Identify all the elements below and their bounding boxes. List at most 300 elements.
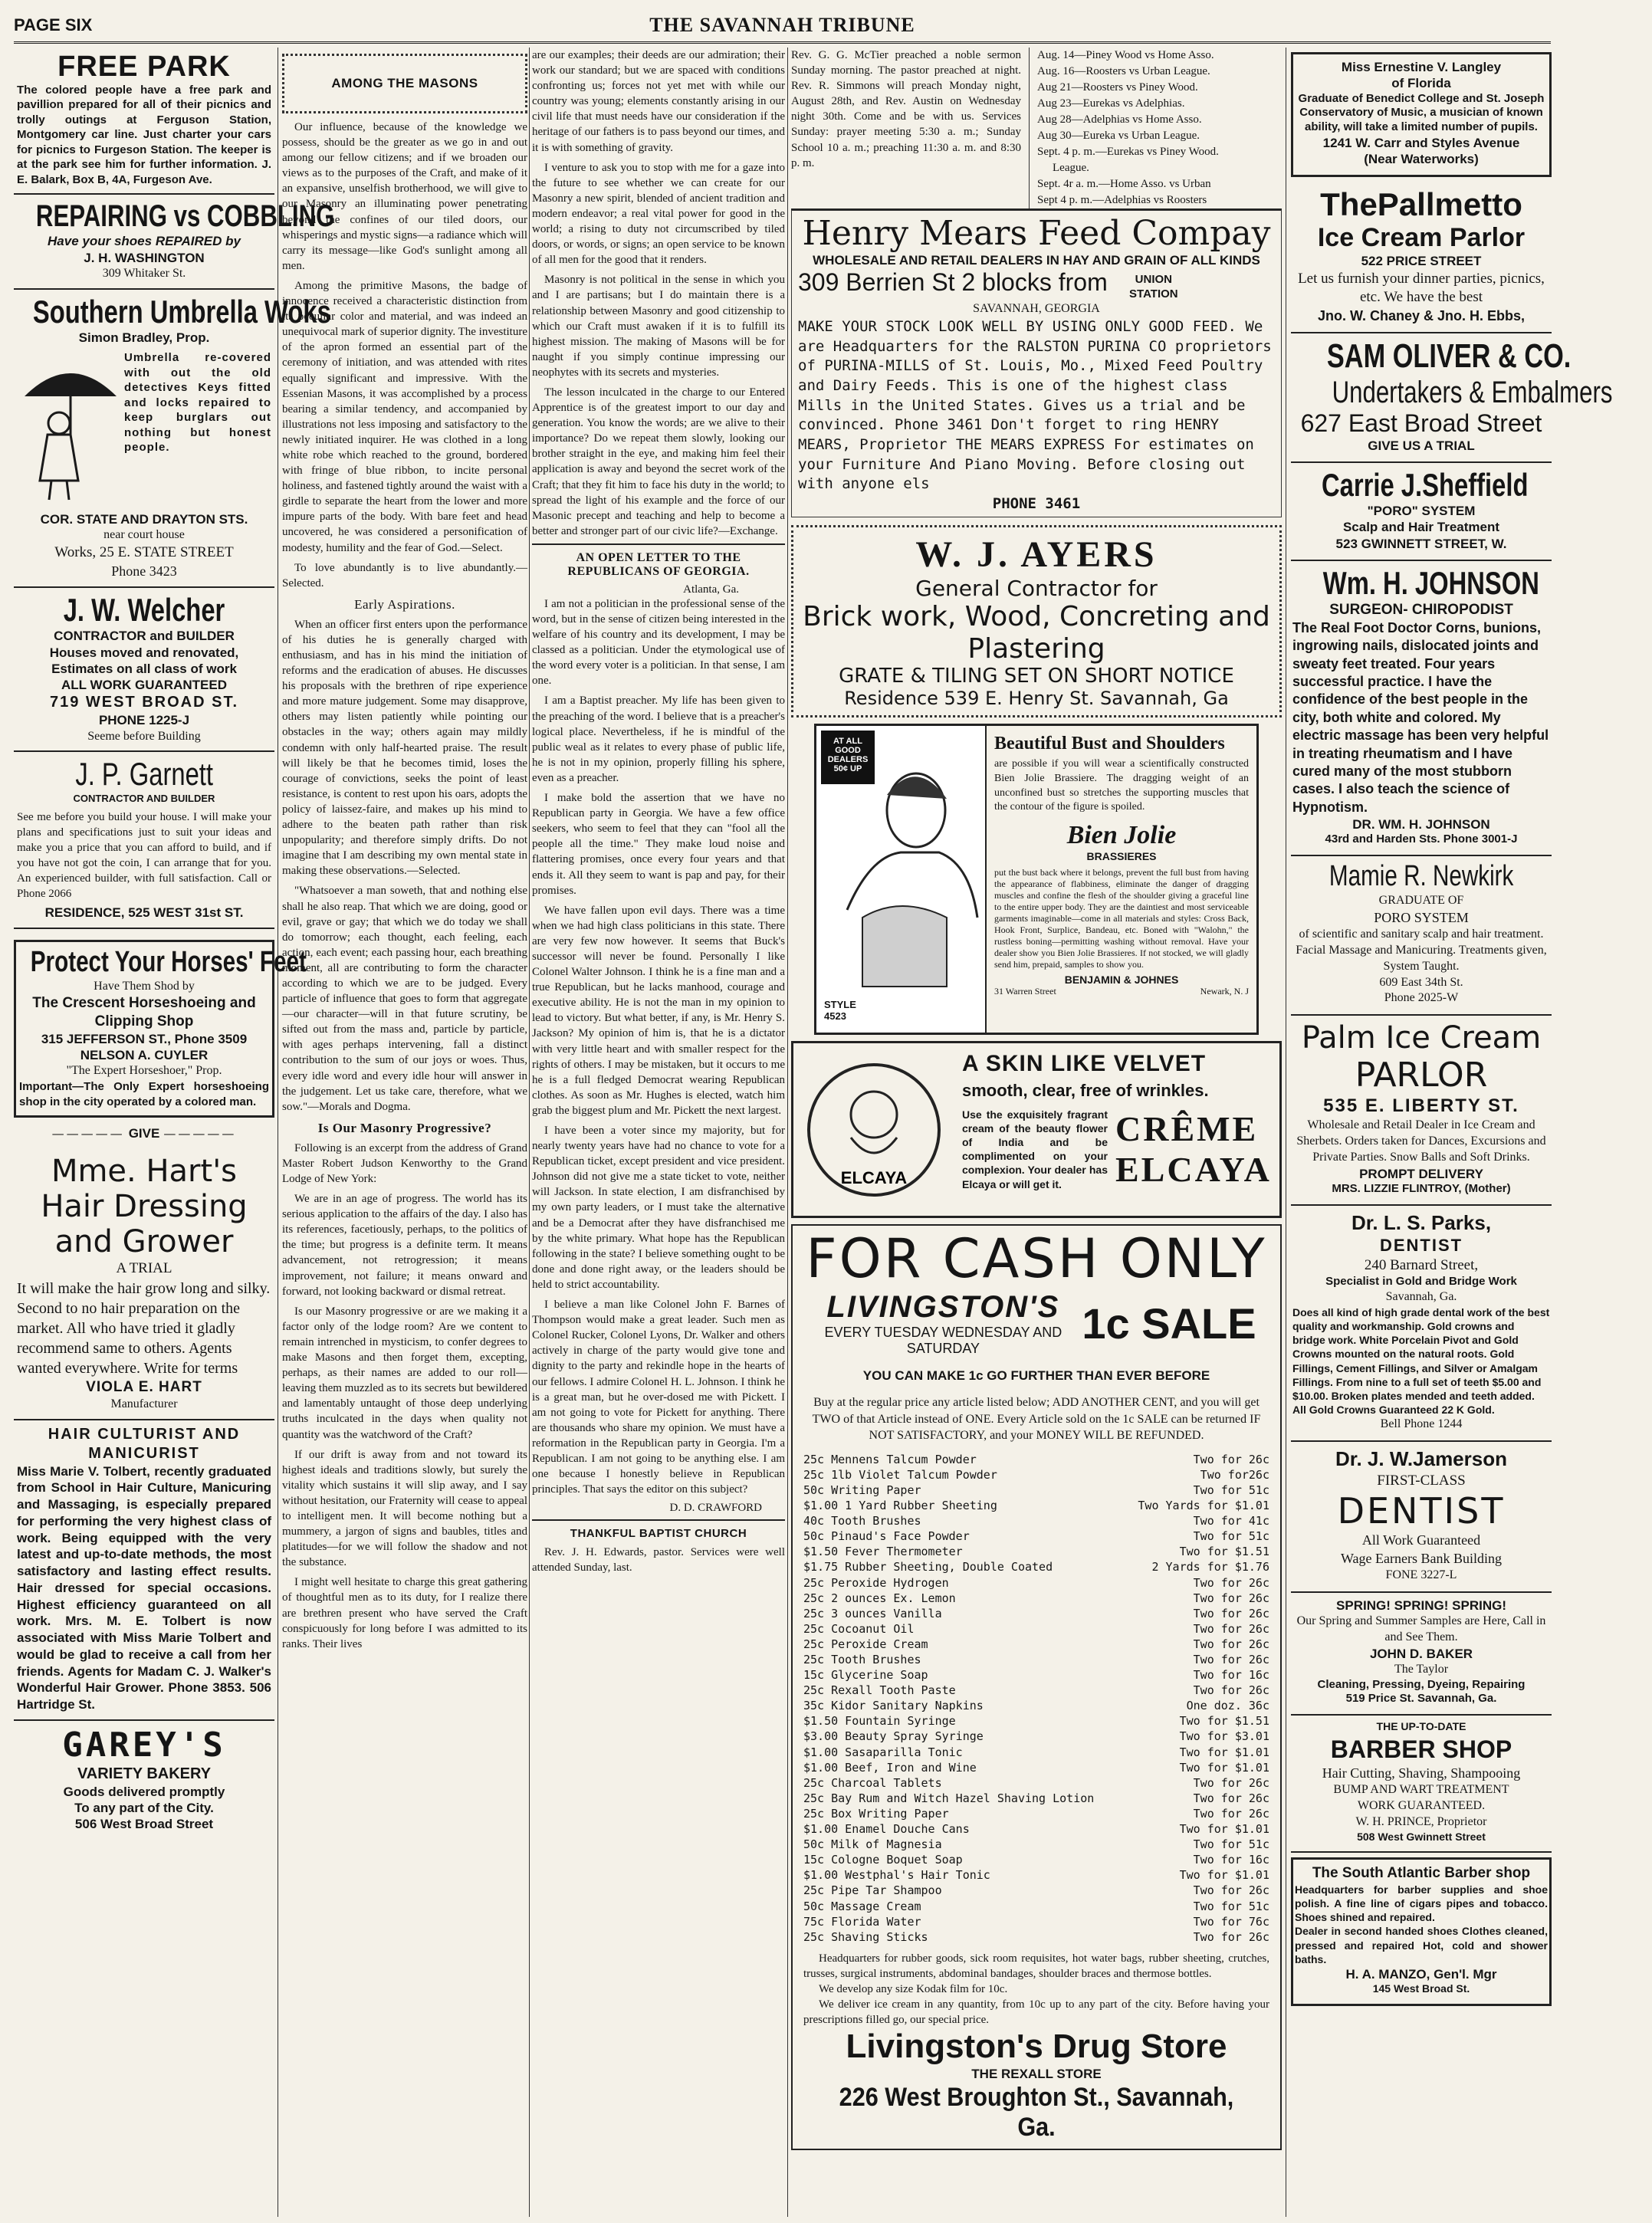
ad-line: GRATE & TILING SET ON SHORT NOTICE xyxy=(839,665,1234,688)
sale-item-row xyxy=(803,1513,1269,1529)
ad-name: MRS. LIZZIE FLINTROY, (Mother) xyxy=(1332,1181,1511,1195)
sale-name: 1c SALE xyxy=(1082,1299,1256,1348)
ad-pre: THE UP-TO-DATE xyxy=(1376,1720,1466,1733)
article-paragraph: I make bold the assertion that we have no Republican party in Georgia. We have a few office seekers, who seem to feel that they can "fool all the people all the time." They make loud noise and flattering promises, once every four years and that ends it. All they seem to want is pap and pay, for their promises. xyxy=(532,792,785,897)
article-paragraph: I am a Baptist preacher. My life has been given to the preaching of the word. I believe that is a preacher's logical place. Nevertheless, if he is mindful of the public weal as it relates to every phase of public life, he is not in my opinion, properly filling his sphere, even as a preacher. xyxy=(532,694,785,784)
welcher-ad xyxy=(14,588,274,752)
sale-item-name: $1.00 Enamel Douche Cans xyxy=(803,1822,970,1837)
ad-line: Residence 539 E. Henry St. Savannah, Ga xyxy=(844,688,1229,710)
masthead xyxy=(14,11,1551,44)
sale-item-price: Two for 26c xyxy=(1193,1929,1269,1944)
ad-title: J. W. Welcher xyxy=(63,592,225,629)
ad-address: 240 Barnard Street, xyxy=(1364,1256,1479,1273)
ad-line: "The Expert Horseshoer," Prop. xyxy=(66,1064,222,1078)
schedule-line: Aug 23—Eurekas vs Adelphias. xyxy=(1037,97,1185,110)
store-name: LIVINGSTON'S xyxy=(826,1290,1060,1325)
sale-item-name: 40c Tooth Brushes xyxy=(803,1514,921,1529)
ad-body: Use the exquisitely fragrant cream of the beauty flower of India and be complimented on your complexion. Your dealer has Elcaya or will get it. xyxy=(962,1108,1108,1190)
sale-footer: We deliver ice cream in any quantity, from 10c up to any part of the city. Before having your prescriptions filled go, our special price. xyxy=(803,1998,1269,2027)
sale-item-price: Two for $1.01 xyxy=(1179,1868,1269,1883)
mears-feed-ad xyxy=(791,210,1282,517)
ad-signature: DR. WM. H. JOHNSON xyxy=(1352,817,1490,832)
article-paragraph: We have fallen upon evil days. There was a time when we had high class politicians in this state. There are very few now however. It seems that Buck's successor will never be found. Personally I like Colonel Walter Johnson. I think he is a fine man and a true Republican, but he lacks manhood, courage and executive ability. He is not the man in my opinion to lead to victory. But what better, if any, is Mr. Henry S. Jackson? My opinion of him is, that he is a dictator with very little heart and with smaller respect for the rights of others. I may be mistaken, but it occurs to me he is a full fledged Democrat wearing Republican clothes. As soon as Mr. Hughes is elected, watch him grab the biggest plum and Mr. Pickett the next largest. xyxy=(532,904,785,1117)
ad-line: 719 WEST BROAD ST. xyxy=(49,694,239,711)
ad-big: DENTIST xyxy=(1337,1490,1506,1532)
ad-title: FREE PARK xyxy=(57,51,231,83)
ad-title: FOR CASH ONLY xyxy=(806,1227,1267,1291)
ad-title: Ice Cream Parlor xyxy=(1317,223,1526,253)
ad-name: J. H. WASHINGTON xyxy=(84,250,205,265)
ayers-ad xyxy=(791,525,1282,717)
sale-item-row xyxy=(803,1559,1269,1574)
ad-phone: PHONE 3461 xyxy=(992,494,1081,512)
ad-near: near court house xyxy=(103,528,185,542)
ad-title: Miss Ernestine V. Langley xyxy=(1341,60,1502,74)
ad-line: "PORO" SYSTEM xyxy=(1367,504,1476,519)
sale-item-row xyxy=(803,1637,1269,1652)
ad-title: Carrie J.Sheffield xyxy=(1322,467,1529,504)
sale-item-price: Two for 16c xyxy=(1193,1668,1269,1683)
livingston-sale-ad xyxy=(791,1224,1282,2149)
ad-line: Cleaning, Pressing, Dyeing, Repairing xyxy=(1317,1677,1526,1691)
ad-line: To any part of the City. xyxy=(74,1801,214,1816)
sale-item-price: Two for 26c xyxy=(1193,1575,1269,1590)
ad-line: VARIETY BAKERY xyxy=(77,1765,212,1782)
ad-line: GRADUATE OF xyxy=(1378,893,1464,907)
sale-item-row xyxy=(803,1883,1269,1898)
ad-sub: CONTRACTOR AND BUILDER xyxy=(73,792,215,804)
sale-item-name: 25c Rexall Tooth Paste xyxy=(803,1683,956,1698)
ad-line: The Taylor xyxy=(1394,1662,1449,1676)
article-paragraph: To love abundantly is to live abundantly.—Selected. xyxy=(282,561,527,589)
company: BENJAMIN & JOHNES xyxy=(1064,974,1179,987)
langley-ad xyxy=(1291,52,1552,177)
ad-title: The South Atlantic Barber shop xyxy=(1312,1865,1531,1882)
schedule-line: Sept. 4 p. m.—Eurekas vs Piney Wood. xyxy=(1037,146,1219,158)
ad-city: SAVANNAH, GEORGIA xyxy=(973,302,1100,316)
schedule-line: Aug 21—Roosters vs Piney Wood. xyxy=(1037,81,1198,94)
ad-line: 315 JEFFERSON ST., Phone 3509 xyxy=(41,1031,248,1046)
ad-body: Does all kind of high grade dental work of the best quality and workmanship. Gold crowns and bridge work. White Porcelain Pivot and Gold Crowns mounted on the natural roots. Gold Fillings, Cement Fillings, and Silver or Amalgam Fillings. From nine to a full set of teeth $5.00 and $10.00. Broken plates mended and teeth added. All Gold Crowns Guaranteed 22 K Gold. xyxy=(1292,1305,1550,1417)
sale-item-row xyxy=(803,1729,1269,1744)
ad-body: Let us furnish your dinner parties, picnics, etc. We have the best xyxy=(1298,270,1545,306)
sale-item-name: 25c Shaving Sticks xyxy=(803,1929,928,1944)
ad-tagline: GIVE US A TRIAL xyxy=(1368,438,1475,453)
garnett-ad xyxy=(14,752,274,928)
sale-item-name: $1.50 Fountain Syringe xyxy=(803,1714,956,1729)
ad-title: BARBER SHOP xyxy=(1330,1735,1512,1763)
page-number: PAGE SIX xyxy=(14,15,93,34)
ad-title: Palm Ice Cream xyxy=(1301,1020,1542,1056)
ad-body: MAKE YOUR STOCK LOOK WELL BY USING ONLY GOOD FEED. We are Headquarters for the RALSTON PURINA CO proprietors of PURINA-MILLS of St. Louis, Mo., Mixed Feed Poultry and Dairy Feeds. This is one of the highest class Mills in the United States. Gives us a trial and be convinced. Phone 3461 Don't forget to ring HENRY MEARS, Proprietor THE MEARS EXPRESS For estimates on your Furniture And Piano Moving. Before closing out with anyone els xyxy=(798,318,1272,493)
ad-title: Southern Umbrella Woks xyxy=(32,293,331,330)
sale-item-name: 25c Tooth Brushes xyxy=(803,1653,921,1667)
sale-item-name: $1.00 Sasaparilla Tonic xyxy=(803,1745,963,1759)
schedule-line: League. xyxy=(1053,162,1089,174)
column-5 xyxy=(1291,48,1613,2217)
column-1 xyxy=(14,48,335,2217)
bien-jolie-ad xyxy=(814,724,1259,1035)
sale-item-price: Two for 26c xyxy=(1193,1883,1269,1898)
ad-line: ALL WORK GUARANTEED xyxy=(61,678,227,693)
ad-line: Dealer in second handed shoes Clothes cleaned, pressed and repaired Hot, cold and shower baths. xyxy=(1295,1925,1548,1965)
sale-item-name: 50c Milk of Magnesia xyxy=(803,1837,942,1852)
ad-body: The Real Foot Doctor Corns, bunions, ingrowing nails, dislocated joints and sweaty feet treated. Four years successful practice. I have the confidence of the best people in the city, both white and colored. My electric massage has been very helpful in treating rheumatism and I have cured many of the most stubborn cases. I also teach the science of Hypnotism. xyxy=(1292,619,1549,815)
sale-item-row xyxy=(803,1652,1269,1667)
ad-title: Dr. J. W.Jamerson xyxy=(1335,1447,1507,1471)
ad-title: Undertakers & Embalmers xyxy=(1332,375,1613,409)
ad-title: Mamie R. Newkirk xyxy=(1328,860,1514,893)
ad-line: 145 West Broad St. xyxy=(1372,1982,1470,1995)
sale-item-row xyxy=(803,1745,1269,1760)
brand-sub: BRASSIERES xyxy=(1086,850,1157,863)
ad-line: Estimates on all class of work xyxy=(51,661,237,676)
parks-ad xyxy=(1291,1206,1552,1443)
article-title: AMONG THE MASONS xyxy=(331,76,478,90)
ad-residence: RESIDENCE, 525 WEST 31st ST. xyxy=(44,905,244,921)
sale-item-name: 25c Peroxide Hydrogen xyxy=(803,1575,949,1590)
ad-address: 43rd and Harden Sts. Phone 3001-J xyxy=(1325,832,1518,846)
ad-line: Brick work, Wood, Concreting and Plastering xyxy=(803,601,1270,665)
palm-ad xyxy=(1291,1016,1552,1205)
newkirk-ad xyxy=(1291,856,1552,1016)
signature: D. D. CRAWFORD xyxy=(669,1502,762,1515)
sale-item-name: 15c Glycerine Soap xyxy=(803,1668,928,1683)
ad-sub: smooth, clear, free of wrinkles. xyxy=(962,1081,1209,1101)
ad-line: Scalp and Hair Treatment xyxy=(1342,520,1500,535)
ad-line: All Work Guaranteed xyxy=(1361,1532,1481,1548)
ad-title: Wm. H. JOHNSON xyxy=(1322,564,1539,601)
sale-item-price: Two for $3.01 xyxy=(1179,1729,1269,1744)
sale-footer: Headquarters for rubber goods, sick room requisites, hot water bags, rubber sheeting, crutches, trusses, surgical instruments, abdominal bandages, shoulder braces and thermose bottles. xyxy=(803,1952,1269,1980)
article-paragraph: Our influence, because of the knowledge we possess, should be the greater as we go in and out among our fellow citizens; and if we broaden our views as to the purposes of the Craft, and make of it an expansive, unselfish brotherhood, we will give to our Masonry an illuminating power penetrating beyond the confines of our tiled doors, our whisperings and mystic signs—a radiance which will carry its message—like God's sunlight among all men. xyxy=(282,121,527,272)
give-label: GIVE xyxy=(128,1126,160,1141)
sale-item-name: 25c 3 ounces Vanilla xyxy=(803,1606,942,1620)
ad-sub: DENTIST xyxy=(1379,1236,1463,1256)
ad-line: BUMP AND WART TREATMENT xyxy=(1333,1783,1509,1797)
sale-item-row xyxy=(803,1867,1269,1883)
sale-item-row xyxy=(803,1498,1269,1513)
sale-item-row xyxy=(803,1544,1269,1559)
sale-item-name: 25c Mennens Talcum Powder xyxy=(803,1452,977,1466)
sale-item-price: Two for 26c xyxy=(1193,1806,1269,1821)
ad-line: 506 West Broad Street xyxy=(74,1817,214,1832)
article-paragraph: "Whatsoever a man soweth, that and nothing else shall he also reap. That which we are doing, good or evil, grave or gay; that which we do today we shall do tomorrow; each thought, each feeling, each action, each event; each passing hour, each breathing moment, all are contributing to form the character according to which we are to be judged. Every particle of influence that goes to form that aggregate—our character—will in that future scrutiny, be sifted out from the mass and, particle by particle, with ages perhaps intervening, fall a distinct contribution to the sum of our joys or woes. Thus, every idle word and every idle hour will answer in the judgement. Let us take care, therefore, what we sow."—Morals and Dogma. xyxy=(282,885,527,1113)
sale-tagline: YOU CAN MAKE 1c GO FURTHER THAN EVER BEFORE xyxy=(862,1368,1210,1384)
ad-line: W. H. PRINCE, Proprietor xyxy=(1355,1814,1487,1828)
barber-ad xyxy=(1291,1716,1552,1853)
ad-address: 522 PRICE STREET xyxy=(1361,254,1482,269)
ad-title: Mme. Hart's Hair Dressing and Grower xyxy=(41,1154,248,1260)
sale-item-row xyxy=(803,1914,1269,1929)
ad-body: Wholesale and Retail Dealer in Ice Cream and Sherbets. Orders taken for Dances, Excursions and Private Parties. Snow Balls and Soft Drinks. xyxy=(1296,1118,1546,1164)
sale-item-name: 25c Charcoal Tablets xyxy=(803,1775,942,1790)
ad-body: It will make the hair grow long and silky. Second to no hair preparation on the market. All who have tried it gladly recommend same to others. Agents wanted everywhere. Write for terms xyxy=(17,1280,271,1377)
ad-works: Works, 25 E. STATE STREET xyxy=(54,544,234,561)
product-brand: ELCAYA xyxy=(1115,1150,1272,1190)
sale-item-price: Two for 51c xyxy=(1193,1899,1269,1913)
seal-text: ELCAYA xyxy=(840,1167,908,1187)
ad-body: Headquarters for barber supplies and shoe polish. A fine line of cigars pipes and tobacco. Shoes shined and repaired. xyxy=(1295,1883,1548,1924)
sale-item-row xyxy=(803,1775,1269,1791)
ad-address: 535 E. LIBERTY ST. xyxy=(1323,1095,1519,1117)
sale-item-price: Two for $1.51 xyxy=(1179,1545,1269,1559)
ad-sub: General Contractor for xyxy=(915,576,1158,602)
ad-sub: WHOLESALE AND RETAIL DEALERS IN HAY AND GRAIN OF ALL KINDS xyxy=(813,253,1260,268)
ad-title: HAIR CULTURIST AND MANICURIST xyxy=(48,1425,241,1462)
article-paragraph: I am not a politician in the professional sense of the word, but in the sense of citizen being interested in the welfare of his country and its development, I may be classed as a politician. Under the etymological use of the word every voter is a politician. In that sense, I am one. xyxy=(532,597,785,688)
oliver-ad xyxy=(1291,333,1613,463)
ad-line: The Crescent Horseshoeing and Clipping Shop xyxy=(32,995,256,1030)
ad-line: Savannah, Ga. xyxy=(1385,1289,1457,1303)
ad-line: Hair Cutting, Shaving, Shampooing xyxy=(1322,1765,1521,1781)
ad-title: GAREY'S xyxy=(62,1725,226,1765)
sale-item-price: Two for 26c xyxy=(1193,1683,1269,1698)
jamerson-ad xyxy=(1291,1442,1552,1593)
ad-title: SAM OLIVER & CO. xyxy=(1326,337,1572,376)
ad-line: of scientific and sanitary scalp and hair treatment. Facial Massage and Manicuring. Treatments given, System Taught. xyxy=(1296,928,1547,973)
ad-line: of Florida xyxy=(1391,76,1451,91)
sale-rules: Buy at the regular price any article listed below; ADD ANOTHER CENT, and you will get TWO of that Article instead of ONE. Every Article sold on the 1c SALE can be returned IF NOT SATISFACTORY, and your MONEY WILL BE REFUNDED. xyxy=(812,1396,1261,1443)
ad-body: The colored people have a free park and pavillion prepared for all of their picnics and trolly outings at Ferguson Station, Montgomery car line. Just charter your cars for picnics to Furgeson Station. The keeper is at the park see him for further information. J. E. Balark, Box B, 4A, Furgeson Ave. xyxy=(17,83,271,186)
sale-item-row xyxy=(803,1929,1269,1945)
price-badge: AT ALL GOOD DEALERS 50¢ UP xyxy=(821,731,875,784)
cobbling-ad xyxy=(14,195,335,289)
sale-item-name: 25c Bay Rum and Witch Hazel Shaving Lotion xyxy=(803,1791,1095,1805)
ad-line: Houses moved and renovated, xyxy=(49,645,239,660)
ad-title: Protect Your Horses' Feet xyxy=(30,945,307,978)
sale-item-row xyxy=(803,1452,1269,1467)
sale-item-row xyxy=(803,1899,1269,1914)
baker-ad xyxy=(1291,1593,1552,1716)
sale-item-price: Two for 41c xyxy=(1193,1514,1269,1529)
article-paragraph: Among the primitive Masons, the badge of innocence received a characteristic distinction from its peculiar color and material, and was indeed an unequivocal mark of superior dignity. The investiture of the apron formed an essential part of the ceremony of initiation, and was attended with rites equally significant and impressive. With the Essenian Masons, it was accomplished by a process bearing a similar tendency, and accompanied by illustrations not less imposing and satisfactory to the newly initiated inquirer. He was clothed in a long white robe which reached to the ground, bordered with fringe of blue ribbon, to incite personal holiness, and fastened tightly around the waist with a girdle to separate the heart from the lower and more impure parts of the body. With bare feet and head uncovered, he was considered a personification of modesty, humility and the fear of God.—Select. xyxy=(282,279,527,554)
church-notice: Rev. G. G. McTier preached a noble sermon Sunday morning. The pastor preached at night. Rev. R. Simmons will preach Monday night, August 28th, and Rev. Austin on Wednesday night 30th. Come and be with us. Services Sunday: prayer meeting 5:30 a. m.; Sunday School 10 a. m.; preaching 11:30 a. m. and 8:30 p. m. xyxy=(791,48,1030,209)
baseball-schedule xyxy=(1030,48,1219,209)
ad-line: FONE 3227-L xyxy=(1385,1568,1457,1582)
ad-line: 523 GWINNETT STREET, W. xyxy=(1335,536,1507,551)
sale-item-row xyxy=(803,1529,1269,1544)
drugstore-address: 226 West Broughton St., Savannah, Ga. xyxy=(839,2082,1234,2142)
sale-item-name: $1.00 Beef, Iron and Wine xyxy=(803,1760,977,1775)
sale-item-row xyxy=(803,1821,1269,1837)
ad-trial: A TRIAL xyxy=(116,1260,172,1277)
johnson-ad xyxy=(1291,561,1552,856)
ad-role: Manufacturer xyxy=(110,1397,178,1410)
sale-item-name: 25c Peroxide Cream xyxy=(803,1637,928,1651)
ad-line: Goods delivered promptly xyxy=(63,1784,225,1799)
ad-line: Have your shoes REPAIRED by xyxy=(48,234,241,249)
sale-item-row xyxy=(803,1852,1269,1867)
ad-names: Jno. W. Chaney & Jno. H. Ebbs, xyxy=(1317,307,1526,323)
ad-line: Have Them Shod by xyxy=(94,979,195,993)
masons-header xyxy=(282,54,527,113)
sale-item-price: Two for 26c xyxy=(1193,1591,1269,1605)
sale-item-name: 25c Box Writing Paper xyxy=(803,1806,949,1821)
sale-item-price: 2 Yards for $1.76 xyxy=(1151,1560,1269,1574)
sale-item-name: 50c Pinaud's Face Powder xyxy=(803,1529,970,1544)
sale-item-name: 25c Cocoanut Oil xyxy=(803,1621,915,1636)
ad-line: Phone 2025-W xyxy=(1384,991,1459,1005)
ad-address: 627 East Broad Street xyxy=(1300,409,1542,437)
garey-ad xyxy=(14,1721,274,1839)
drugstore-name: Livingston's Drug Store xyxy=(846,2028,1227,2066)
sale-item-price: Two for 16c xyxy=(1193,1853,1269,1867)
sale-item-price: Two for 26c xyxy=(1193,1791,1269,1805)
article-paragraph: Masonry is not political in the sense in which you and I are partisans; but I do maintain there is a relationship between Masonry and good citizenship to which our Craft must awaken if it is to fulfill its highest mission. The making of Masons will be for naught if you simply continue impressing our neophytes with its secrets and mysteries. xyxy=(532,274,785,379)
sale-item-name: 35c Kidor Sanitary Napkins xyxy=(803,1699,984,1713)
ad-line: 508 West Gwinnett Street xyxy=(1357,1830,1486,1843)
article-paragraph: We are in an age of progress. The world has its serious application to the affairs of the day. I also has its references, facetiously, perhaps, to the politics of the time; but progress is a definite term. It means advancement, not retrogression; it means improvement, not failure; it means onward and forward, not looking backward or dismal retreat. xyxy=(282,1193,527,1298)
brassiere-illustration xyxy=(816,726,987,1033)
sale-item-row xyxy=(803,1837,1269,1852)
ad-line: H. A. MANZO, Gen'l. Mgr xyxy=(1345,1966,1497,1982)
schedule-line: Sept. 4r a. m.—Home Asso. vs Urban xyxy=(1037,178,1211,190)
column-4 xyxy=(791,48,1282,2217)
sale-item-row xyxy=(803,1606,1269,1621)
sale-item-price: Two for $1.51 xyxy=(1179,1714,1269,1729)
ad-title: J. P. Garnett xyxy=(75,756,213,793)
sale-item-name: 25c 1lb Violet Talcum Powder xyxy=(803,1467,997,1482)
ad-line: PORO SYSTEM xyxy=(1374,909,1469,925)
sale-items-table xyxy=(803,1452,1269,1945)
brand-logo: Bien Jolie xyxy=(1066,821,1177,850)
sale-item-price: Two for26c xyxy=(1200,1467,1269,1482)
elcaya-seal xyxy=(793,1043,954,1216)
ad-title: W. J. AYERS xyxy=(915,534,1158,576)
article-paragraph: Following is an excerpt from the address of Grand Master Robert Judson Kenworthy to the Grand Lodge of New York: xyxy=(282,1141,527,1185)
style-number: STYLE 4523 xyxy=(824,999,856,1023)
schedule-line: Aug. 14—Piney Wood vs Home Asso. xyxy=(1037,49,1214,61)
ad-line: (Near Waterworks) xyxy=(1364,152,1479,166)
ad-name: VIOLA E. HART xyxy=(86,1379,202,1396)
sale-item-name: $1.50 Fever Thermometer xyxy=(803,1545,963,1559)
sale-item-price: Two for 26c xyxy=(1193,1775,1269,1790)
sale-item-row xyxy=(803,1791,1269,1806)
ad-address: 309 Whitaker St. xyxy=(102,266,186,280)
ad-body: Umbrella re-covered with out the old detectives Keys fitted and locks repaired to keep burglars out nothing but honest people. xyxy=(124,351,271,455)
ad-title: SPRING! SPRING! SPRING! xyxy=(1336,1597,1506,1613)
sale-item-name: $1.00 Westphal's Hair Tonic xyxy=(803,1868,990,1883)
schedule-line: Sept 4 p. m.—Adelphias vs Roosters xyxy=(1037,194,1207,206)
product-name: CRÊME xyxy=(1115,1109,1259,1149)
ad-line: 1241 W. Carr and Styles Avenue xyxy=(1322,135,1520,150)
article-paragraph: The lesson inculcated in the charge to our Entered Apprentice is of the greatest import to our day and generation. You know the words; are we alive to their importance? Do we repeat them slowly, looking our brother straight in the eye, and making him feel their application is away and beyond the secret work of the Craft; that they fit him to face his duty in the world; to spread the light of his example and the force of our Masonic precept and teaching and help to become a better and stronger part of our civic life?—Exchange. xyxy=(532,386,785,537)
sale-item-price: Two for 51c xyxy=(1193,1483,1269,1497)
ad-title: Beautiful Bust and Shoulders xyxy=(994,734,1225,754)
article-paragraph: When an officer first enters upon the performance of his duties he is generally charged with enthusiasm, and has in his mind the initiation of reforms and the eradication of abuses. He discusses his proposals with the brethren of ripe experience and more mature judgement. Some may disapprove, others may listen patiently while pointing our obstacles in the way; others again may mildly condemn with only half-hearted praise. The result will likely be that he becomes timid, loses the courage of convictions, seeks the point of least resistance, is content to rest upon his oars, adopts the policy of laissez-faire, and makes up his mind to adhere to the beaten path rather than risk unpopularity; and therefore simply drifts. Do not imagine that I am describing my own mental state in making these observations.—Selected. xyxy=(282,618,527,878)
ad-line: CONTRACTOR and BUILDER xyxy=(54,629,235,644)
ad-line: Wage Earners Bank Building xyxy=(1341,1550,1502,1566)
sale-item-row xyxy=(803,1575,1269,1591)
sale-item-name: $1.75 Rubber Sheeting, Double Coated xyxy=(803,1560,1053,1574)
sale-item-price: One doz. 36c xyxy=(1186,1699,1269,1713)
ad-phone: Bell Phone 1244 xyxy=(1380,1417,1463,1431)
sale-item-price: Two for $1.01 xyxy=(1179,1745,1269,1759)
sale-item-row xyxy=(803,1667,1269,1683)
ad-prop: Simon Bradley, Prop. xyxy=(78,330,210,345)
sale-item-row xyxy=(803,1713,1269,1729)
sale-item-row xyxy=(803,1467,1269,1483)
sale-item-price: Two for 26c xyxy=(1193,1637,1269,1651)
column-2 xyxy=(282,48,527,2217)
company-city: Newark, N. J xyxy=(1200,986,1249,997)
sale-item-name: $1.00 1 Yard Rubber Sheeting xyxy=(803,1499,997,1513)
ad-title: A SKIN LIKE VELVET xyxy=(962,1051,1207,1077)
tolbert-ad xyxy=(14,1420,274,1721)
article-paragraph: I might well hesitate to charge this great gathering of thoughtful men as to its duty, for I realize there are brethren present who have served the Craft conspicuously for long before I was admitted to its ranks. Their lives xyxy=(282,1576,527,1650)
drugstore-sub: THE REXALL STORE xyxy=(971,2067,1102,2082)
ad-title: PARLOR xyxy=(1355,1056,1488,1095)
hart-ad xyxy=(14,1149,274,1420)
sale-item-row xyxy=(803,1621,1269,1637)
article-title: Is Our Masonry Progressive? xyxy=(317,1120,492,1135)
article-paragraph: If our drift is away from and not toward its highest ideals and traditions slowly, but surely the vitality which sustains it will slip away, and I say without hesitation, our Fraternity will cease to appeal to intelligent men. It will become nothing but a mummery, a jargon of signs and baubles, titles and platitudes—for we will follow the shadow and not the substance. xyxy=(282,1448,527,1569)
umbrella-girl-illustration xyxy=(17,350,124,504)
ad-sub: FIRST-CLASS xyxy=(1377,1472,1466,1489)
sale-item-row xyxy=(803,1806,1269,1821)
ad-line: 519 Price St. Savannah, Ga. xyxy=(1345,1692,1497,1706)
sale-item-price: Two for 26c xyxy=(1193,1621,1269,1636)
ad-station: UNION STATION xyxy=(1129,272,1178,300)
ad-body: Miss Marie V. Tolbert, recently graduated from School in Hair Culture, Manicuring and Massaging, is especially prepared for performing the very highest class of work. Being equipped with the very latest and up-to-date methods, the most satisfactory and lasting effect results. Hair dressed for special occasions. Highest efficiency guaranteed on all work. Mrs. M. E. Tolbert is now associated with Miss Marie Tolbert and would be glad to receive a call from her friends. Agents for Madam C. J. Walker's Wonderful Hair Grower. Phone 3853. 506 Hartridge St. xyxy=(17,1463,271,1712)
elcaya-ad xyxy=(791,1041,1282,1218)
ad-phone: Phone 3423 xyxy=(111,563,177,579)
newspaper-name: THE SAVANNAH TRIBUNE xyxy=(649,14,915,36)
sale-item-row xyxy=(803,1760,1269,1775)
ad-line: NELSON A. CUYLER xyxy=(80,1048,209,1063)
give-divider: ————— GIVE ————— xyxy=(51,1126,237,1141)
ad-name: JOHN D. BAKER xyxy=(1369,1646,1473,1661)
article-title: THANKFUL BAPTIST CHURCH xyxy=(570,1527,747,1541)
palmetto-ad xyxy=(1291,182,1552,333)
sale-item-name: 75c Florida Water xyxy=(803,1914,921,1929)
ad-sub: SURGEON- CHIROPODIST xyxy=(1329,602,1513,619)
sale-item-name: 50c Writing Paper xyxy=(803,1483,921,1497)
sale-item-name: 25c Pipe Tar Shampoo xyxy=(803,1883,942,1898)
sale-item-row xyxy=(803,1683,1269,1698)
sale-footer: We develop any size Kodak film for 10c. xyxy=(819,1982,1008,1995)
sale-item-price: Two for 26c xyxy=(1193,1452,1269,1466)
sale-item-name: 50c Massage Cream xyxy=(803,1899,921,1913)
sale-item-name: $3.00 Beauty Spray Syringe xyxy=(803,1729,984,1744)
ad-line: Seeme before Building xyxy=(87,729,201,743)
schedule-line: Aug 28—Adelphias vs Home Asso. xyxy=(1037,113,1202,126)
article-paragraph: I have been a voter since my majority, but for nearly twenty years have had no chance to vote for a Republican ticket, except president and vice president. Johnson did not give me a state ticket to vote, neither will Jackson. In state election, I am disfranchised by my own party leaders, or I must take the alternative and be a Democrat after they have disfranchised me by the white primary. What hope has the Republican following in the state? I believe something ought to be done and done right away, or the leaders should be held to strict accountability. xyxy=(532,1125,785,1291)
ad-address: 309 Berrien St 2 blocks from xyxy=(798,268,1108,296)
sale-item-name: 15c Cologne Boquet Soap xyxy=(803,1853,963,1867)
article-paragraph: I believe a man like Colonel John F. Barnes of Thompson would make a great leader. Such men as Colonel Rucker, Colonel Lyons, Dr. Walker and others actively in charge of the party would give tone and dignity to the party and rekindle hope in the hearts of our fellows. I admire Colonel H. L. Johnson. I think he is a great man, but he over-dosed me with Pickett. I am not going to vote for Pickett for anything. There are thousands who share my opinion. We must have a reformation in the Republican party in Georgia. I'm a Republican. I am not going to be anything else. I am one because I honestly believe in Republican principles. That says the editor on this subject? xyxy=(532,1299,785,1496)
ad-delivery: PROMPT DELIVERY xyxy=(1359,1166,1483,1181)
ad-title: ThePallmetto xyxy=(1320,186,1522,223)
sale-item-price: Two for 51c xyxy=(1193,1837,1269,1852)
sale-item-row xyxy=(803,1483,1269,1498)
ad-line: PHONE 1225-J xyxy=(98,713,190,728)
ad-line: Graduate of Benedict College and St. Joseph Conservatory of Music, a musician of known ability, will take a limited number of pupils. xyxy=(1298,91,1545,133)
article-title: Early Aspirations. xyxy=(354,596,455,612)
column-3 xyxy=(532,48,785,2217)
schedule-line: Aug. 16—Roosters vs Urban League. xyxy=(1037,65,1210,77)
sale-item-price: Two for $1.01 xyxy=(1179,1760,1269,1775)
article-paragraph: are our examples; their deeds are our admiration; their work our standard; but we are spaced with conditions confronting us; forces not yet met with while our country was young; elements constantly arising in our civil life that must needs have our consideration if the heritage of our fathers is to pass beyond our times, and it is with something of gravity. xyxy=(532,49,785,154)
sale-days: EVERY TUESDAY WEDNESDAY AND SATURDAY xyxy=(824,1325,1062,1357)
ad-line: 609 East 34th St. xyxy=(1379,975,1463,989)
sale-item-price: Two for 76c xyxy=(1193,1914,1269,1929)
ad-intro: are possible if you will wear a scientifically constructed Bien Jolie Brassiere. The dragging weight of an unconfined bust so stretches the supporting muscles that the contour of the figure is spoiled. xyxy=(994,758,1249,813)
sale-item-row xyxy=(803,1591,1269,1606)
ad-body: See me before you build your house. I will make your plans and specifications just to suit your ideas and make you a price that you can afford to build, and if you have not got the coin, I can arrange that for you. An experienced builder, with full satisfaction. Call or Phone 2066 xyxy=(17,810,271,901)
ad-line: Our Spring and Summer Samples are Here, Call in and See Them. xyxy=(1296,1614,1546,1643)
